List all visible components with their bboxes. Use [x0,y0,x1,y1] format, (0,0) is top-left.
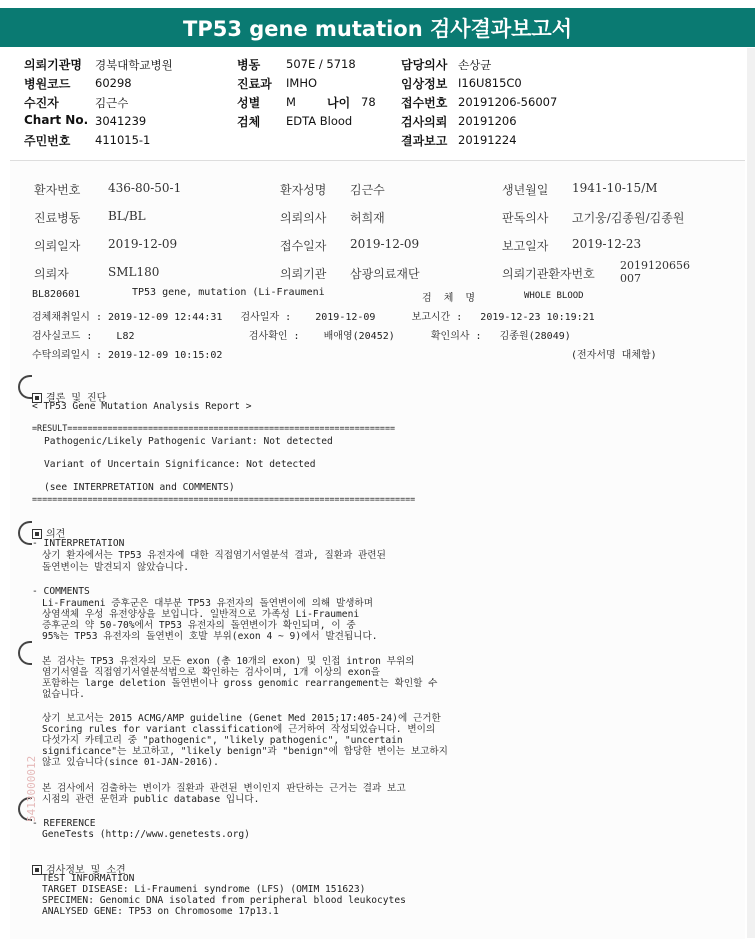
patient-label: 의뢰의사 [280,211,327,225]
patient-label: 의뢰기관환자번호 [502,267,595,281]
comments-line: 않고 있습니다(since 01-JAN-2016). [42,757,219,768]
test-code: BL820601 [32,289,81,300]
result-see-note: (see INTERPRETATION and COMMENTS) [44,482,235,493]
interpretation-line: 돌연변이는 발견되지 않았습니다. [42,562,190,573]
patient-label: 의뢰자 [34,267,69,281]
comments-line: Scoring rules for variant classification에 근거하여 작성되었습니다. 변이의 [42,724,436,735]
header-label: 임상정보 [401,77,448,91]
testinfo-line: SPECIMEN: Genomic DNA isolated from peripheral blood leukocytes [42,895,406,906]
comments-line: 다섯가지 카테고리 중 "pathogenic", "likely pathogenic", "uncertain [42,735,403,746]
report-subtitle: < TP53 Gene Mutation Analysis Report > [32,401,252,412]
comments-line: 증후군의 약 50-70%에서 TP53 유전자의 돌연변이가 확인되며, 이 중 [42,620,356,631]
comments-line: 본 검사에서 검출하는 변이가 질환과 관련된 변이인지 판단하는 근거는 결과 보고 [42,783,406,794]
header-value: 20191206-56007 [458,95,558,109]
section-conclusion-heading: 결론 및 진단 [32,389,106,404]
testinfo-line: TARGET DISEASE: Li-Fraumeni syndrome (LFS) (OMIM 151623) [42,884,366,895]
header-label: 담당의사 [401,58,448,72]
section-bullet-icon [32,865,42,875]
patient-value: 2019120656007 [620,259,690,285]
header-label: Chart No. [24,113,89,127]
patient-label: 환자번호 [34,183,81,197]
comments-line: 시점의 관련 문헌과 public database 입니다. [42,794,260,805]
header-value: 3041239 [95,114,147,128]
header-label: 수진자 [24,96,59,110]
test-name: TP53 gene, mutation (Li-Fraumeni [132,287,325,298]
section-testinfo-heading: 검사정보 및 소견 [32,861,126,876]
header-label: 검사의뢰 [401,115,448,129]
patient-label: 보고일자 [502,239,549,253]
header-label: 병원코드 [24,77,71,91]
test-line-received: 수탁의뢰일시 : 2019-12-09 10:15:02 [32,350,223,361]
header-label: 주민번호 [24,134,71,148]
patient-value: SML180 [108,265,160,279]
header-value: 20191224 [458,133,517,147]
header-value: 507E / 5718 [286,57,356,71]
age-value: 78 [361,95,376,109]
patient-label: 생년월일 [502,183,549,197]
punch-hole-mark [18,521,32,545]
punch-hole-mark [18,375,32,399]
header-value: M [286,95,296,109]
patient-value: BL/BL [108,209,146,223]
comments-line: Li-Fraumeni 증후군은 대부분 TP53 유전자의 돌연변이에 의해 발생하며 [42,598,373,609]
patient-label: 의뢰일자 [34,239,81,253]
patient-value: 2019-12-09 [350,237,420,251]
patient-label: 판독의사 [502,211,549,225]
report-title-bar [0,8,755,47]
report-title: TP53 gene mutation 검사결과보고서 [183,16,572,41]
header-value: I16U815C0 [458,76,522,90]
comments-title: - COMMENTS [32,586,90,597]
comments-line: 상기 보고서는 2015 ACMG/AMP guideline (Genet Med 2015;17:405-24)에 근거한 [42,713,441,724]
comments-line: 상염색체 우성 유전양상을 보입니다. 일반적으로 가족성 Li-Fraumeni [42,609,360,620]
result-pathogenic: Pathogenic/Likely Pathogenic Variant: Not detected [44,436,333,447]
header-value: 김근수 [95,96,129,110]
header-label: 결과보고 [401,134,448,148]
summary-header [0,52,755,156]
patient-label: 의뢰기관 [280,267,327,281]
patient-label: 접수일자 [280,239,327,253]
age-label: 나이 [327,96,351,110]
patient-value: 허희재 [350,211,385,225]
comments-line: 없습니다. [42,689,85,700]
header-value: 411015-1 [95,133,151,147]
header-value: IMHO [286,76,318,90]
header-value: 60298 [95,76,132,90]
header-value: EDTA Blood [286,114,353,128]
patient-label: 진료병동 [34,211,81,225]
punch-hole-mark [18,641,32,665]
patient-value: 2019-12-09 [108,237,178,251]
result-vus: Variant of Uncertain Significance: Not detected [44,459,316,470]
patient-value: 436-80-50-1 [108,181,182,195]
side-stamp: 5413000012 [25,755,38,822]
comments-line: 염기서열을 직접염기서열분석법으로 확인하는 검사이며, 1개 이상의 exon을 [42,667,381,678]
reference-title: - REFERENCE [32,818,96,829]
testinfo-line: ANALYSED GENE: TP53 on Chromosome 17p13.1 [42,906,279,917]
header-label: 병동 [237,58,261,72]
header-value: 손상균 [458,58,492,72]
comments-line: significance"는 보고하고, "likely benign"과 "benign"에 합당한 변이는 보고하지 [42,746,448,757]
specimen-label: 검 체 명 [422,293,476,304]
comments-line: 95%는 TP53 유전자의 돌연변이 호발 부위(exon 4 ~ 9)에서 발견됩니다. [42,631,378,642]
patient-value: 2019-12-23 [572,237,642,251]
scrollbar[interactable] [747,48,755,938]
comments-line: 본 검사는 TP53 유전자의 모든 exon (총 10개의 exon) 및 인접 intron 부위의 [42,656,415,667]
patient-value: 삼광의료재단 [350,267,420,281]
reference-link: GeneTests (http://www.genetests.org) [42,829,250,840]
signature-note: (전자서명 대체함) [571,350,657,361]
result-rule-top: =RESULT================================================================= [32,423,396,433]
scanned-report [10,160,745,939]
header-value: 경북대학교병원 [95,58,173,72]
test-line-collection: 검체채취일시 : 2019-12-09 12:44:31 검사일자 : 2019-12-09 보고시간 : 2019-12-23 10:19:21 [32,312,595,323]
patient-label: 환자성명 [280,183,327,197]
header-label: 성별 [237,96,261,110]
patient-value: 1941-10-15/M [572,181,658,195]
interpretation-title: - INTERPRETATION [32,538,125,549]
patient-value: 고기웅/김종원/김종원 [572,211,685,225]
testinfo-line: TEST INFORMATION [42,873,135,884]
patient-value: 김근수 [350,183,385,197]
header-value: 20191206 [458,114,517,128]
section-opinion-heading: 의견 [32,525,65,540]
specimen-value: WHOLE BLOOD [524,291,584,301]
header-label: 의뢰기관명 [24,58,82,72]
interpretation-line: 상기 환자에서는 TP53 유전자에 대한 직접염기서열분석 결과, 질환과 관련된 [42,550,386,561]
header-label: 진료과 [237,77,272,91]
header-label: 검체 [237,115,261,129]
comments-line: 포함하는 large deletion 돌연변이나 gross genomic rearrangement는 확인할 수 [42,678,438,689]
test-line-lab: 검사실코드 : L82 검사확인 : 배애영(20452) 확인의사 : 김종원(28049) [32,331,571,342]
header-label: 접수번호 [401,96,448,110]
result-rule-bottom: ============================================================================ [32,494,416,504]
